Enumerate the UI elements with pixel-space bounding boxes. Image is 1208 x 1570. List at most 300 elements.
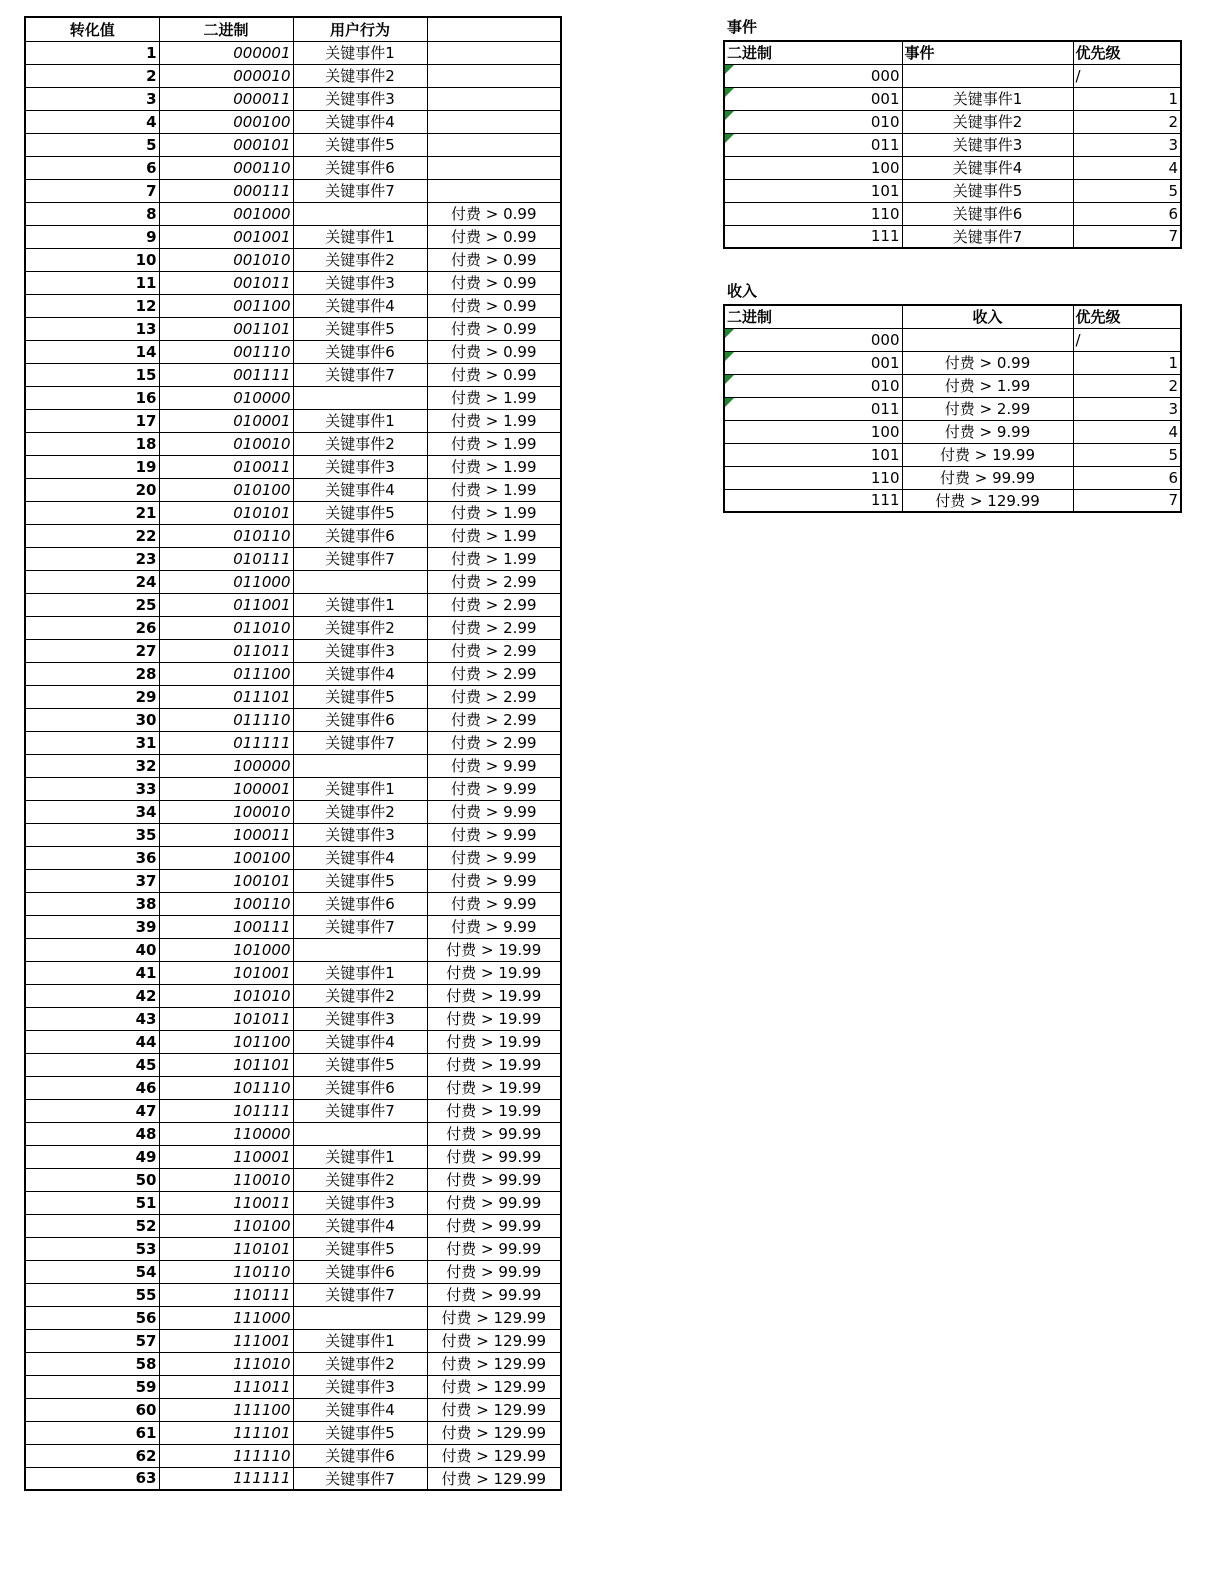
table-row (25, 1168, 561, 1191)
conversion-value-cell: 62 (25, 1444, 159, 1467)
table-row (25, 179, 561, 202)
binary-cell: 100010 (159, 800, 293, 823)
revenue-cell: 付费 > 1.99 (427, 386, 561, 409)
conversion-value-cell: 46 (25, 1076, 159, 1099)
table-row (724, 328, 1181, 351)
binary-cell (724, 397, 902, 420)
user-action-cell: 关键事件7 (293, 915, 427, 938)
user-action-cell (293, 570, 427, 593)
table-row (25, 961, 561, 984)
event-name-cell: 关键事件2 (902, 110, 1073, 133)
table-row (25, 823, 561, 846)
priority-cell: 3 (1073, 133, 1181, 156)
conversion-value-cell: 26 (25, 616, 159, 639)
user-action-cell: 关键事件4 (293, 478, 427, 501)
text-number-marker-icon (725, 111, 734, 120)
revenue-cell: 付费 > 129.99 (427, 1375, 561, 1398)
header-event: 事件 (902, 41, 1073, 64)
conversion-value-cell: 22 (25, 524, 159, 547)
user-action-cell: 关键事件1 (293, 41, 427, 64)
binary-cell: 011010 (159, 616, 293, 639)
revenue-cell: 付费 > 2.99 (427, 570, 561, 593)
user-action-cell: 关键事件3 (293, 271, 427, 294)
conversion-value-cell: 8 (25, 202, 159, 225)
binary-cell: 010100 (159, 478, 293, 501)
table-row (25, 869, 561, 892)
table-row (25, 662, 561, 685)
table-row (25, 317, 561, 340)
revenue-cell: 付费 > 129.99 (427, 1421, 561, 1444)
user-action-cell: 关键事件4 (293, 1214, 427, 1237)
table-row (25, 1099, 561, 1122)
user-action-cell: 关键事件1 (293, 777, 427, 800)
table-row (25, 225, 561, 248)
user-action-cell: 关键事件6 (293, 1260, 427, 1283)
header-binary: 二进制 (724, 305, 902, 328)
revenue-cell (427, 133, 561, 156)
user-action-cell: 关键事件3 (293, 639, 427, 662)
table-row (25, 294, 561, 317)
table-row (25, 386, 561, 409)
user-action-cell (293, 386, 427, 409)
table-header-row (724, 41, 1181, 64)
table-row (25, 478, 561, 501)
revenue-cell: 付费 > 99.99 (427, 1214, 561, 1237)
user-action-cell (293, 1306, 427, 1329)
conversion-value-cell: 20 (25, 478, 159, 501)
binary-cell: 001011 (159, 271, 293, 294)
binary-cell: 010110 (159, 524, 293, 547)
binary-cell: 001111 (159, 363, 293, 386)
conversion-value-cell: 2 (25, 64, 159, 87)
table-row (25, 455, 561, 478)
binary-cell: 100100 (159, 846, 293, 869)
binary-cell: 110101 (159, 1237, 293, 1260)
revenue-cell: 付费 > 1.99 (427, 478, 561, 501)
revenue-cell: 付费 > 1.99 (427, 524, 561, 547)
conversion-value-cell: 1 (25, 41, 159, 64)
table-row (25, 248, 561, 271)
user-action-cell: 关键事件5 (293, 869, 427, 892)
user-action-cell: 关键事件7 (293, 1467, 427, 1490)
binary-cell: 110010 (159, 1168, 293, 1191)
events-table-title: 事件 (727, 18, 758, 36)
revenue-cell: 付费 > 129.99 (427, 1329, 561, 1352)
revenue-cell: 付费 > 2.99 (427, 685, 561, 708)
user-action-cell: 关键事件4 (293, 662, 427, 685)
conversion-value-cell: 52 (25, 1214, 159, 1237)
conversion-value-cell: 40 (25, 938, 159, 961)
table-row (25, 892, 561, 915)
binary-cell: 000010 (159, 64, 293, 87)
revenue-cell: 付费 > 0.99 (427, 271, 561, 294)
binary-cell (724, 351, 902, 374)
conversion-value-cell: 55 (25, 1283, 159, 1306)
binary-cell: 011001 (159, 593, 293, 616)
revenue-cell: 付费 > 9.99 (427, 846, 561, 869)
user-action-cell (293, 202, 427, 225)
revenue-cell: 付费 > 1.99 (427, 547, 561, 570)
binary-cell (724, 466, 902, 489)
event-name-cell: 关键事件5 (902, 179, 1073, 202)
revenue-cell (427, 110, 561, 133)
revenue-cell: 付费 > 99.99 (427, 1122, 561, 1145)
conversion-value-cell: 44 (25, 1030, 159, 1053)
priority-cell: 7 (1073, 489, 1181, 512)
revenue-cell: 付费 > 9.99 (427, 823, 561, 846)
binary-cell: 000101 (159, 133, 293, 156)
user-action-cell: 关键事件5 (293, 1421, 427, 1444)
binary-cell: 111110 (159, 1444, 293, 1467)
event-name-cell (902, 64, 1073, 87)
conversion-value-cell: 12 (25, 294, 159, 317)
binary-cell: 111001 (159, 1329, 293, 1352)
user-action-cell: 关键事件2 (293, 616, 427, 639)
revenue-table (723, 304, 1182, 513)
conversion-value-cell: 54 (25, 1260, 159, 1283)
revenue-cell (427, 179, 561, 202)
conversion-value-cell: 30 (25, 708, 159, 731)
text-number-marker-icon (725, 375, 734, 384)
user-action-cell: 关键事件6 (293, 524, 427, 547)
revenue-cell (902, 328, 1073, 351)
binary-cell: 010101 (159, 501, 293, 524)
conversion-value-cell: 41 (25, 961, 159, 984)
table-row (25, 202, 561, 225)
text-number-marker-icon (725, 329, 734, 338)
revenue-cell: 付费 > 99.99 (427, 1283, 561, 1306)
binary-cell: 011111 (159, 731, 293, 754)
user-action-cell (293, 938, 427, 961)
binary-cell (724, 225, 902, 248)
conversion-value-cell: 11 (25, 271, 159, 294)
table-row (25, 133, 561, 156)
table-row (25, 1076, 561, 1099)
event-name-cell: 关键事件1 (902, 87, 1073, 110)
binary-value: 111 (870, 227, 900, 246)
binary-cell: 111101 (159, 1421, 293, 1444)
table-row (25, 1352, 561, 1375)
conversion-value-cell: 28 (25, 662, 159, 685)
binary-cell: 101011 (159, 1007, 293, 1030)
table-row (25, 524, 561, 547)
binary-cell: 000111 (159, 179, 293, 202)
binary-cell (724, 110, 902, 133)
binary-cell: 001001 (159, 225, 293, 248)
conversion-value-cell: 63 (25, 1467, 159, 1490)
header-priority: 优先级 (1073, 41, 1181, 64)
binary-cell: 110111 (159, 1283, 293, 1306)
table-row (25, 1214, 561, 1237)
binary-cell: 111000 (159, 1306, 293, 1329)
revenue-cell: 付费 > 99.99 (902, 466, 1073, 489)
user-action-cell: 关键事件2 (293, 984, 427, 1007)
conversion-value-cell: 24 (25, 570, 159, 593)
conversion-value-cell: 19 (25, 455, 159, 478)
priority-cell: 4 (1073, 156, 1181, 179)
table-row (724, 466, 1181, 489)
binary-cell: 100001 (159, 777, 293, 800)
table-row (25, 708, 561, 731)
binary-cell: 101111 (159, 1099, 293, 1122)
text-number-marker-icon (725, 352, 734, 361)
user-action-cell (293, 754, 427, 777)
user-action-cell: 关键事件4 (293, 110, 427, 133)
conversion-value-cell: 5 (25, 133, 159, 156)
user-action-cell: 关键事件5 (293, 685, 427, 708)
user-action-cell: 关键事件7 (293, 363, 427, 386)
table-row (25, 156, 561, 179)
revenue-cell: 付费 > 129.99 (427, 1306, 561, 1329)
conversion-value-cell: 13 (25, 317, 159, 340)
conversion-value-cell: 6 (25, 156, 159, 179)
table-row (724, 489, 1181, 512)
binary-cell (724, 202, 902, 225)
conversion-value-cell: 4 (25, 110, 159, 133)
conversion-value-cell: 58 (25, 1352, 159, 1375)
user-action-cell: 关键事件4 (293, 1398, 427, 1421)
table-row (25, 1191, 561, 1214)
revenue-cell: 付费 > 9.99 (427, 869, 561, 892)
table-row (25, 984, 561, 1007)
conversion-value-cell: 37 (25, 869, 159, 892)
text-number-marker-icon (725, 134, 734, 143)
user-action-cell: 关键事件6 (293, 1076, 427, 1099)
binary-cell: 110100 (159, 1214, 293, 1237)
priority-cell: 6 (1073, 466, 1181, 489)
binary-cell: 010010 (159, 432, 293, 455)
revenue-cell: 付费 > 9.99 (427, 800, 561, 823)
binary-cell (724, 443, 902, 466)
table-row (724, 374, 1181, 397)
priority-cell: / (1073, 328, 1181, 351)
table-row (724, 443, 1181, 466)
revenue-cell: 付费 > 0.99 (427, 363, 561, 386)
binary-value: 010 (870, 376, 900, 395)
user-action-cell: 关键事件2 (293, 800, 427, 823)
table-row (724, 87, 1181, 110)
user-action-cell: 关键事件2 (293, 432, 427, 455)
table-row (25, 547, 561, 570)
table-row (25, 110, 561, 133)
event-name-cell: 关键事件6 (902, 202, 1073, 225)
user-action-cell: 关键事件4 (293, 1030, 427, 1053)
conversion-value-cell: 48 (25, 1122, 159, 1145)
table-row (724, 156, 1181, 179)
binary-cell (724, 87, 902, 110)
conversion-value-cell: 31 (25, 731, 159, 754)
user-action-cell: 关键事件3 (293, 1375, 427, 1398)
binary-cell: 100110 (159, 892, 293, 915)
table-row (25, 64, 561, 87)
binary-value: 000 (870, 66, 900, 85)
table-row (25, 846, 561, 869)
conversion-value-cell: 56 (25, 1306, 159, 1329)
conversion-value-cell: 50 (25, 1168, 159, 1191)
conversion-value-cell: 36 (25, 846, 159, 869)
text-number-marker-icon (725, 65, 734, 74)
user-action-cell: 关键事件3 (293, 1191, 427, 1214)
conversion-value-cell: 17 (25, 409, 159, 432)
event-name-cell: 关键事件3 (902, 133, 1073, 156)
binary-value: 111 (870, 491, 900, 510)
table-row (25, 1306, 561, 1329)
user-action-cell: 关键事件5 (293, 317, 427, 340)
priority-cell: 6 (1073, 202, 1181, 225)
conversion-value-cell: 33 (25, 777, 159, 800)
table-row (25, 1030, 561, 1053)
conversion-value-cell: 23 (25, 547, 159, 570)
table-row (25, 616, 561, 639)
header-binary: 二进制 (724, 41, 902, 64)
binary-cell: 010001 (159, 409, 293, 432)
table-row (25, 1398, 561, 1421)
revenue-cell: 付费 > 129.99 (427, 1352, 561, 1375)
conversion-value-cell: 25 (25, 593, 159, 616)
table-row (724, 64, 1181, 87)
table-row (25, 685, 561, 708)
binary-cell: 001101 (159, 317, 293, 340)
binary-cell (724, 328, 902, 351)
table-row (25, 363, 561, 386)
table-row (25, 639, 561, 662)
conversion-value-cell: 38 (25, 892, 159, 915)
table-row (25, 501, 561, 524)
revenue-cell (427, 64, 561, 87)
revenue-cell: 付费 > 19.99 (427, 1007, 561, 1030)
revenue-cell (427, 87, 561, 110)
revenue-cell: 付费 > 0.99 (902, 351, 1073, 374)
table-row (25, 271, 561, 294)
table-row (25, 1467, 561, 1490)
table-row (25, 938, 561, 961)
header-user-action: 用户行为 (293, 17, 427, 41)
user-action-cell: 关键事件5 (293, 501, 427, 524)
user-action-cell: 关键事件1 (293, 961, 427, 984)
conversion-value-cell: 27 (25, 639, 159, 662)
priority-cell: 4 (1073, 420, 1181, 443)
revenue-cell: 付费 > 129.99 (427, 1467, 561, 1490)
table-row (724, 202, 1181, 225)
user-action-cell: 关键事件3 (293, 87, 427, 110)
binary-cell (724, 374, 902, 397)
revenue-cell: 付费 > 99.99 (427, 1260, 561, 1283)
revenue-cell: 付费 > 9.99 (902, 420, 1073, 443)
priority-cell: / (1073, 64, 1181, 87)
conversion-value-cell: 51 (25, 1191, 159, 1214)
conversion-value-cell: 35 (25, 823, 159, 846)
binary-cell: 111010 (159, 1352, 293, 1375)
user-action-cell: 关键事件5 (293, 1237, 427, 1260)
binary-value: 101 (870, 445, 900, 464)
conversion-value-cell: 59 (25, 1375, 159, 1398)
table-row (25, 432, 561, 455)
priority-cell: 5 (1073, 179, 1181, 202)
binary-cell: 001010 (159, 248, 293, 271)
binary-cell: 111111 (159, 1467, 293, 1490)
revenue-cell (427, 41, 561, 64)
table-header-row (724, 305, 1181, 328)
user-action-cell: 关键事件7 (293, 1099, 427, 1122)
table-row (25, 1444, 561, 1467)
binary-cell: 010000 (159, 386, 293, 409)
table-row (25, 1053, 561, 1076)
binary-cell: 110000 (159, 1122, 293, 1145)
conversion-value-cell: 47 (25, 1099, 159, 1122)
revenue-cell: 付费 > 1.99 (427, 501, 561, 524)
binary-cell: 100000 (159, 754, 293, 777)
conversion-value-cell: 57 (25, 1329, 159, 1352)
binary-value: 011 (870, 135, 900, 154)
binary-cell: 110110 (159, 1260, 293, 1283)
revenue-cell: 付费 > 0.99 (427, 340, 561, 363)
revenue-cell: 付费 > 2.99 (427, 616, 561, 639)
priority-cell: 3 (1073, 397, 1181, 420)
binary-cell: 000110 (159, 156, 293, 179)
conversion-value-cell: 16 (25, 386, 159, 409)
binary-cell: 011101 (159, 685, 293, 708)
revenue-cell: 付费 > 1.99 (902, 374, 1073, 397)
binary-cell: 010111 (159, 547, 293, 570)
priority-cell: 1 (1073, 351, 1181, 374)
revenue-cell: 付费 > 1.99 (427, 455, 561, 478)
user-action-cell: 关键事件4 (293, 294, 427, 317)
table-row (724, 225, 1181, 248)
revenue-cell: 付费 > 0.99 (427, 202, 561, 225)
binary-cell: 100111 (159, 915, 293, 938)
user-action-cell: 关键事件7 (293, 547, 427, 570)
user-action-cell: 关键事件3 (293, 455, 427, 478)
user-action-cell: 关键事件1 (293, 409, 427, 432)
binary-cell: 110011 (159, 1191, 293, 1214)
table-row (25, 1283, 561, 1306)
priority-cell: 5 (1073, 443, 1181, 466)
revenue-cell: 付费 > 99.99 (427, 1237, 561, 1260)
table-row (25, 1145, 561, 1168)
conversion-value-cell: 39 (25, 915, 159, 938)
binary-value: 110 (870, 468, 900, 487)
revenue-cell: 付费 > 0.99 (427, 317, 561, 340)
revenue-cell: 付费 > 19.99 (427, 1076, 561, 1099)
revenue-cell (427, 156, 561, 179)
binary-cell: 101000 (159, 938, 293, 961)
user-action-cell: 关键事件2 (293, 1352, 427, 1375)
table-header-row (25, 17, 561, 41)
table-row (25, 1122, 561, 1145)
binary-cell: 101001 (159, 961, 293, 984)
revenue-cell: 付费 > 2.99 (427, 662, 561, 685)
revenue-cell: 付费 > 19.99 (427, 984, 561, 1007)
revenue-cell: 付费 > 19.99 (427, 1053, 561, 1076)
binary-cell (724, 489, 902, 512)
event-name-cell: 关键事件7 (902, 225, 1073, 248)
revenue-cell: 付费 > 99.99 (427, 1168, 561, 1191)
table-row (25, 1007, 561, 1030)
revenue-cell: 付费 > 2.99 (427, 639, 561, 662)
revenue-cell: 付费 > 19.99 (427, 961, 561, 984)
table-row (25, 754, 561, 777)
binary-cell: 101101 (159, 1053, 293, 1076)
binary-cell: 110001 (159, 1145, 293, 1168)
binary-cell: 101100 (159, 1030, 293, 1053)
binary-cell: 100101 (159, 869, 293, 892)
binary-cell: 011110 (159, 708, 293, 731)
binary-cell: 100011 (159, 823, 293, 846)
conversion-value-cell: 9 (25, 225, 159, 248)
binary-value: 100 (870, 422, 900, 441)
header-revenue: 收入 (902, 305, 1073, 328)
revenue-cell: 付费 > 129.99 (427, 1398, 561, 1421)
